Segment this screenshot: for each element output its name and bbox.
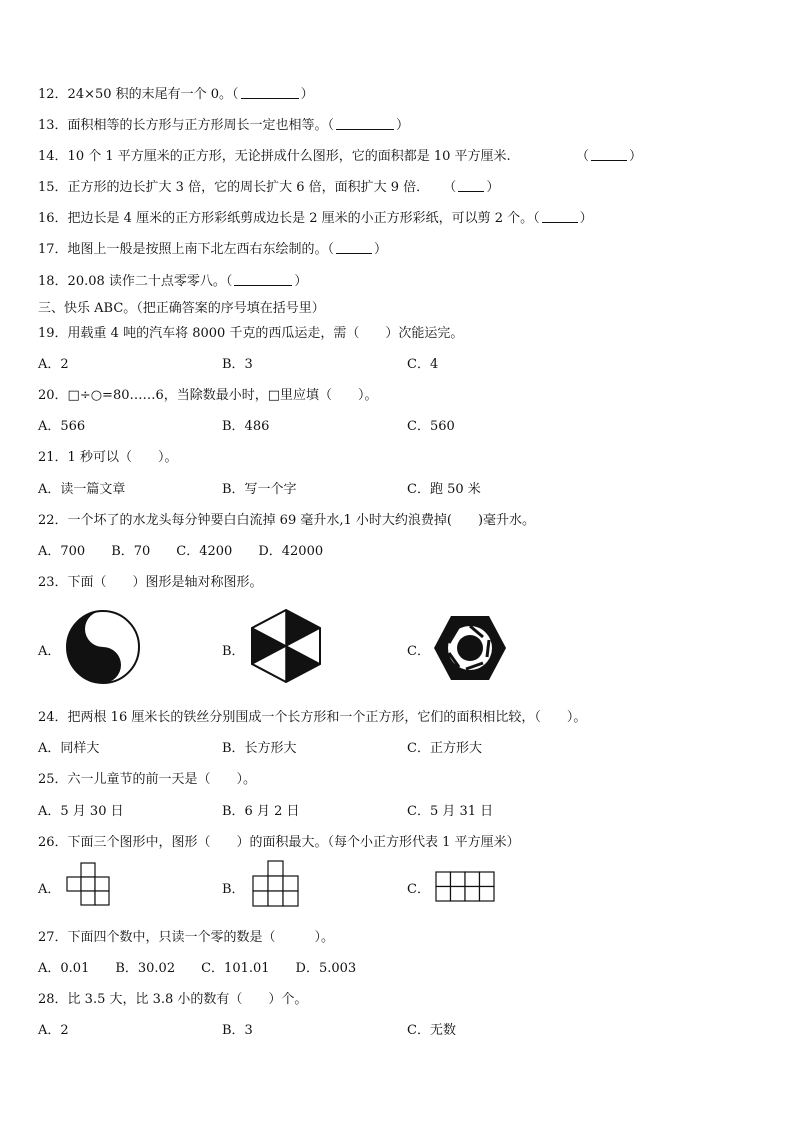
- options-row[interactable]: A．700 B．70 C．4200 D．42000: [38, 544, 324, 559]
- question-22-stem: 22．一个坏了的水龙头每分钟要白白流掉 69 毫升水,1 小时大约浪费掉( )毫升水。: [38, 513, 536, 528]
- answer-blank[interactable]: [336, 118, 394, 130]
- question-14: 14．10 个 1 平方厘米的正方形，无论拼成什么图形，它的面积都是 10 平方厘米. （ ）: [38, 145, 511, 164]
- question-25-stem: 25．六一儿童节的前一天是（ ）。: [38, 772, 257, 787]
- options-row[interactable]: A．0.01 B．30.02 C．101.01 D．5.003: [38, 961, 357, 976]
- answer-paren: （ ）: [576, 149, 643, 164]
- option-b[interactable]: B．486: [222, 419, 270, 434]
- question-20-stem: 20．□÷○=80……6，当除数最小时，□里应填（ ）。: [38, 388, 378, 403]
- pinwheel-icon: [433, 613, 507, 683]
- answer-blank[interactable]: [458, 180, 484, 192]
- answer-blank[interactable]: [234, 274, 292, 286]
- option-a[interactable]: A．2: [38, 357, 69, 372]
- option-c[interactable]: C．无数: [407, 1023, 456, 1038]
- option-a[interactable]: A．2: [38, 1023, 69, 1038]
- question-26-stem: 26．下面三个图形中，图形（ ）的面积最大。（每个小正方形代表 1 平方厘米）: [38, 835, 520, 850]
- grid-shape-c: [435, 871, 495, 907]
- pinwheel-hexagon-figure: [433, 613, 507, 687]
- option-b[interactable]: B．写一个字: [222, 482, 297, 497]
- option-b[interactable]: B．: [222, 644, 245, 659]
- option-c[interactable]: C．跑 50 米: [407, 482, 481, 497]
- option-c[interactable]: C．正方形大: [407, 741, 482, 756]
- option-a[interactable]: A．: [38, 882, 61, 897]
- yin-yang-figure: [65, 609, 141, 689]
- option-b[interactable]: B．: [222, 882, 245, 897]
- answer-blank[interactable]: [542, 211, 578, 223]
- option-c[interactable]: C．4: [407, 357, 439, 372]
- option-b[interactable]: B．6 月 2 日: [222, 804, 300, 819]
- question-16: 16．把边长是 4 厘米的正方形彩纸剪成边长是 2 厘米的小正方形彩纸，可以剪 2 个。（ ）: [38, 211, 593, 226]
- option-c[interactable]: C．: [407, 882, 430, 897]
- option-a[interactable]: A．同样大: [38, 741, 100, 756]
- question-17: 17．地图上一般是按照上南下北左西右东绘制的。（ ）: [38, 242, 388, 257]
- hexagon-figure: [250, 608, 322, 688]
- option-a[interactable]: A．读一篇文章: [38, 482, 126, 497]
- answer-blank[interactable]: [336, 242, 372, 254]
- section-heading: 三、快乐 ABC。（把正确答案的序号填在括号里）: [38, 301, 325, 316]
- option-b[interactable]: B．3: [222, 1023, 253, 1038]
- question-21-stem: 21．1 秒可以（ ）。: [38, 450, 178, 465]
- yin-yang-icon: [65, 609, 141, 685]
- question-13: 13．面积相等的长方形与正方形周长一定也相等。（ ）: [38, 118, 410, 133]
- option-a[interactable]: A．5 月 30 日: [38, 804, 124, 819]
- option-b[interactable]: B．3: [222, 357, 253, 372]
- option-c[interactable]: C．560: [407, 419, 455, 434]
- answer-blank[interactable]: [591, 149, 627, 161]
- question-23-stem: 23．下面（ ）图形是轴对称图形。: [38, 575, 263, 590]
- grid-shape-b: [252, 860, 300, 914]
- question-19-stem: 19．用载重 4 吨的汽车将 8000 千克的西瓜运走，需（ ）次能运完。: [38, 326, 464, 341]
- answer-blank[interactable]: [241, 87, 299, 99]
- question-27-stem: 27．下面四个数中，只读一个零的数是（ ）。: [38, 930, 335, 945]
- question-24-stem: 24．把两根 16 厘米长的铁丝分别围成一个长方形和一个正方形，它们的面积相比较，（ ）。: [38, 710, 587, 725]
- option-a[interactable]: A．566: [38, 419, 86, 434]
- hexagon-icon: [250, 608, 322, 684]
- option-b[interactable]: B．长方形大: [222, 741, 297, 756]
- question-28-stem: 28．比 3.5 大，比 3.8 小的数有（ ）个。: [38, 992, 308, 1007]
- question-12: 12．24×50 积的末尾有一个 0。（ ）: [38, 87, 314, 102]
- question-15: 15．正方形的边长扩大 3 倍，它的周长扩大 6 倍，面积扩大 9 倍． （ ）: [38, 180, 500, 195]
- answer-paren: （ ）: [443, 180, 500, 195]
- option-c[interactable]: C．: [407, 644, 430, 659]
- grid-shape-a: [66, 862, 110, 912]
- question-18: 18．20.08 读作二十点零零八。（ ）: [38, 274, 308, 289]
- option-c[interactable]: C．5 月 31 日: [407, 804, 494, 819]
- option-a[interactable]: A．: [38, 644, 61, 659]
